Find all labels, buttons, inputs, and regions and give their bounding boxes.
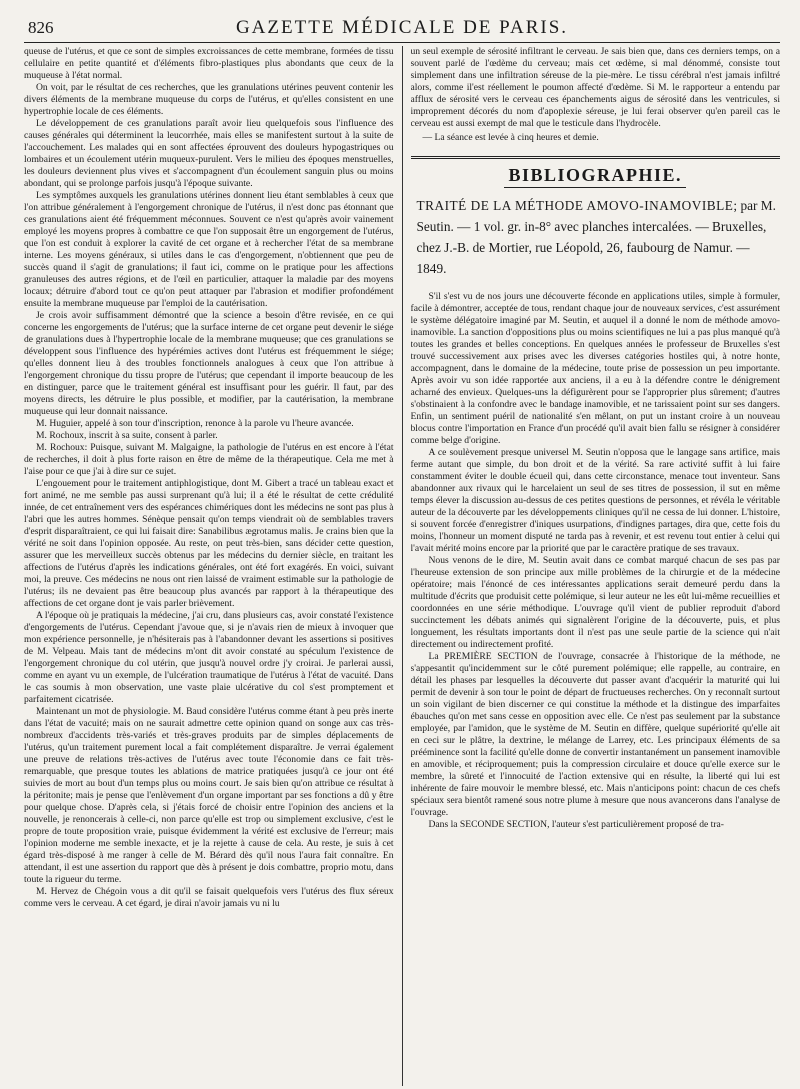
paragraph: Je crois avoir suffisamment démontré que la science a besoin d'être revisée, en ce qui concerne les engorgements de l'utérus; que la surface interne de cet organe peut devenir le siége de granulations dues à l'hypertrophie locale de la membrane muqueuse; que ces granulations se développent sous l'influence des hypérémies actives dont l'utérus est fréquemment le siége; qu'elles donnent lieu à des troubles fonctionnels analogues à ceux que l'on attribue à l'engorgement chronique du tissu propre de l'utérus; que cependant il importe beaucoup de les en distinguer, parce que le traitement général est insuffisant pour les guérir. Il faut, par des moyens directs, les détruire le plus possible, et modifier, par la cautérisation, la membrane muqueuse qui leur donnait naissance. xyxy=(24,310,394,417)
section-rule xyxy=(411,156,781,159)
paragraph: S'il s'est vu de nos jours une découverte féconde en applications utiles, simple à formuler, facile à démontrer, acceptée de tous, rendant chaque jour de nouveaux services, c'est assurément le système délégatoire imaginé par M. Seutin, et auquel il a donné le nom de méthode amovo-inamovible. La sanction d'oppositions plus ou moins scientifiques ne lui a pas plus manqué qu'à toutes les grandes et belles conceptions. En quelques années le professeur de Bruxelles s'est trouvé successivement aux prises avec les diverses catégories hostiles qui, à notre honte, accompagnent, dans le domaine de la médecine, toute prise de possession un peu importante. Après avoir vu son idée rapportée aux anciens, il a eu à la défendre contre le dénigrement acharné des envieux. Quelques-uns la défigurèrent pour se l'approprier plus sûrement; d'autres s'obstinaient à la confondre avec le bandage inamovible, et ne tarissaient point sur ses dangers. Enfin, un sentiment puéril de nationalité s'en mêlant, on put un instant croire à un nouveau blocus contre l'importation en France d'un procédé qu'il avait bien fallu se résigner à considérer comme belge d'origine. xyxy=(410,291,780,446)
book-entry xyxy=(411,195,781,279)
paragraph: Dans la SECONDE SECTION, l'auteur s'est particulièrement proposé de tra- xyxy=(428,819,724,830)
paragraph: Maintenant un mot de physiologie. M. Baud considère l'utérus comme étant à peu près inerte dans l'état de vacuité; mais on ne saurait admettre cette opinion quand on songe aux cas très-nombreux d'accidents très-variés et très-graves produits par de simples déplacements de l'utérus, qu'un traitement purement local a fait complétement disparaître. Je verrai également une preuve de relations très-actives de l'utérus avec toute l'économie dans ce fait très-remarquable, que presque toutes les ablations de matrice pratiquées jusqu'à ce jour ont été suivies de mort au bout d'un temps plus ou moins court. Je sais bien qu'on attribue ce résultat à la péritonite; mais je pense que l'enlèvement d'un organe important par ses fonctions a dû y être pour quelque chose. D'après cela, si j'étais forcé de choisir entre l'opinion des anciens et la nouvelle, je renoncerais à celle-ci, non parce qu'elle est trop ou simplement exclusive, c'est le propre de toute proposition vraie, puisque évidemment la vérité est exclusive de l'erreur; mais l'opinion moderne me semble inexacte, et je la rejette à cause de cela. Au reste, je suis à cet égard très-disposé à me ranger à celle de M. Bérard dès qu'il nous l'aura fait connaître. En attendant, il est une assertion du rapport que dès à présent je dois combattre, proprio motu, dans toute la rigueur du terme. xyxy=(24,706,394,885)
book-details: — 1 vol. gr. in-8° avec planches intercalées. — Bruxelles, chez J.-B. de Mortier, rue Léopold, 26, faubourg de Namur. — 1849. xyxy=(416,219,767,276)
paragraph: Nous venons de le dire, M. Seutin avait dans ce combat marqué chacun de ses pas par l'heureuse extension de son principe aux mille problèmes de la chirurgie et de la médecine opératoire; mais l'énoncé de ces intéressantes applications serait demeuré perdu dans la multitude d'écrits que produisit cette polémique, si leur auteur ne les eût lui-même recueillies et coordonnées en une série méthodique. L'ouvrage qu'il vient de publier reproduit d'abord succinctement les débats animés qui signalèrent l'origine de la découverte, puis, et plus longuement, les résultats importants dont il n'est pas une seule partie de la science qui n'ait directement ou indirectement profité. xyxy=(410,555,780,650)
paragraph: On voit, par le résultat de ces recherches, que les granulations utérines peuvent contenir les divers éléments de la membrane muqueuse du corps de l'utérus, et qu'elles consistent en une hypertrophie locale de ces éléments. xyxy=(24,82,394,117)
book-title: TRAITÉ DE LA MÉTHODE AMOVO-INAMOVIBLE xyxy=(416,198,734,213)
paragraph: M. Huguier, appelé à son tour d'inscription, renonce à la parole vu l'heure avancée. xyxy=(36,418,354,429)
review-body xyxy=(411,291,781,831)
journal-title: GAZETTE MÉDICALE DE PARIS. xyxy=(235,17,569,38)
continuation-paragraph: un seul exemple de sérosité infiltrant le cerveau. Je sais bien que, dans ces derniers temps, on a souvent parlé de l'œdème du cerveau; mais cet œdème, si mal dénommé, consiste tout simplement dans une infiltration séreuse de la pie-mère. Le tissu cérébral n'est jamais infiltré alors, comme il'est réellement le poumon affecté d'œdème. Si M. le rapporteur a entendu par afflux de sérosité vers le cerveau ces épanchements aigus de sérosité dans les ventricules, si improprement décorés du nom d'apoplexie séreuse, je lui ferai observer qu'en pareil cas le cerveau est aussi exempt de mal que le testicule dans l'hydrocèle. xyxy=(410,46,780,129)
two-column-body xyxy=(24,46,780,1086)
left-column xyxy=(24,46,394,1086)
header-rule xyxy=(24,42,780,43)
page-header xyxy=(24,14,780,40)
page-number: 826 xyxy=(28,18,54,37)
paragraph: A ce soulèvement presque universel M. Seutin n'opposa que le langage sans artifice, mais ferme autant que simple, du bon droit et de la vérité. Sa rare activité suffit à lui faire constamment éviter le double écueil qui, dans cette circonstance, menace tout inventeur. Sans abandonner aux rivaux qui le harcelaient un seul de ses titres de possession, il sut en même temps élever la discussion au-dessus de ces petites questions de personnes, et révéla le véritable auteur de la découverte par les développements cliniques qu'il ne cessa de lui donner. L'histoire, si souvent forcée d'enregistrer d'iniques usurpations, d'indignes partages, dira que, cette fois du moins, l'honneur un moment disputé ne tarda pas à revenir, et est revenu tout entier à celui qui l'avait mérité moins encore par la priorité que par le caractère pratique de ses travaux. xyxy=(410,447,780,554)
section-title xyxy=(411,165,781,185)
column-divider xyxy=(402,46,403,1086)
paragraph: M. Hervez de Chégoin vous a dit qu'il se faisait quelquefois vers l'utérus des flux séreux comme vers le cerveau. A cet égard, je dirai n'avoir jamais vu ni lu xyxy=(24,886,394,909)
paragraph: La PREMIÈRE SECTION de l'ouvrage, consacrée à l'historique de la méthode, ne s'appesantit qu'incidemment sur le côté purement polémique; elle rappelle, au contraire, en détail les phases par lesquelles la découverte dut passer avant d'acquérir la maturité qui lui permit de devenir à son tour le point de départ de fructueuses recherches. On y reconnaît surtout un soin vigilant de bien discerner ce qui constitue la méthode et la distingue des imparfaites ébauches qu'on met sans cesse en opposition avec elle. Ce n'est pas seulement par la substance employée, par l'amidon, que le système de M. Seutin en diffère, quelque supériorité qu'elle ait en ceci sur le plâtre, la dextrine, le mélange de Larrey, etc. Les principaux éléments de sa prééminence sont la facilité qu'elle donne de convertir instantanément un pansement inamovible en amovible, et réciproquement; puis la compression circulaire et douce qu'elle exerce sur le membre, la sûreté et l'innocuité de l'action extensive qui en résulte, la liberté qui lui est inhérente de faire mouvoir le membre blessé, etc. Mais n'anticipons point: chacun de ces chefs spéciaux sera bientôt ramené sous notre plume à mesure que nous avancerons dans l'analyse de l'ouvrage. xyxy=(410,651,780,818)
paragraph: queuse de l'utérus, et que ce sont de simples excroissances de cette membrane, formées de tissu cellulaire en petite quantité et d'éléments fibro-plastiques plus abondants que ceux de la muqueuse à l'état normal. xyxy=(24,46,394,81)
section-title-text: BIBLIOGRAPHIE. xyxy=(504,165,686,188)
paragraph: A l'époque où je pratiquais la médecine, j'ai cru, dans plusieurs cas, avoir constaté l'existence d'engorgements de l'utérus. Cependant j'avoue que, si je n'avais rien de mieux à invoquer que mon expérience personnelle, je n'hésiterais pas à l'abandonner devant les assertions si positives de M. Velpeau. Mais tant de médecins m'ont dit avoir constaté au spéculum l'existence de l'engorgement chronique du col utérin, que jusqu'à nouvel ordre j'y croirai. Je parlerai aussi, comme en ayant vu un exemple, de l'ulcération traumatique de l'utérus à l'état de vacuité. Dans le cas soumis à mon observation, une vaste plaie ulcérative du col s'est promptement et parfaitement cicatrisée. xyxy=(24,610,394,705)
book-author: ; par M. Seutin. xyxy=(416,198,776,234)
paragraph: M. Rochoux: Puisque, suivant M. Malgaigne, la pathologie de l'utérus en est encore à l'état de recherches, il doit à plus forte raison en être de même de la thérapeutique. Cela me met à l'aise pour ce que j'ai à dire sur ce sujet. xyxy=(24,442,394,477)
right-column xyxy=(411,46,781,1086)
paragraph: Le développement de ces granulations paraît avoir lieu quelquefois sous l'influence des causes générales qui déterminent la leucorrhée, mais elles se manifestent surtout à la suite de l'accouchement. Les malades qui en sont affectées éprouvent des douleurs hypogastriques ou lombaires et un écoulement utérin muqueux-purulent. Vers le milieu des époques menstruelles, les douleurs deviennent plus vives et s'accompagnent d'un écoulement sanguin plus ou moins abondant, qui se prolonge parfois jusqu'à l'époque suivante. xyxy=(24,118,394,189)
paragraph: M. Rochoux, inscrit à sa suite, consent à parler. xyxy=(36,430,218,441)
paragraph: L'engouement pour le traitement antiphlogistique, dont M. Gibert a tracé un tableau exact et fort animé, ne me semble pas aussi surprenant qu'à lui; il a été le résultat de cette crédulité innée, de cet entraînement vers des espérances chimériques dont les médecins ne sont pas plus à l'abri que les autres hommes. Sénèque pensait qu'on temps viendrait où de semblables travers d'esprit disparaîtraient, ce qui lui faisait dire: Sanabilibus ægrotamus malis. Je crains bien que la vérité ne soit dans l'opinion opposée. Au reste, on peut très-bien, sans décider cette question, assurer que les merveilleux succès obtenus par les médecins du dernier siècle, en traitant les affections de l'utérus d'après les indications générales, ont été fort exagérés. En voici, suivant moi, la preuve. Ces médecins ne nous ont rien laissé de vraiment estimable sur la pathologie de l'utérus; ils ne devaient pas être beaucoup plus avancés par rapport à la thérapeutique des affections de cet organe dont je vais parler brièvement. xyxy=(24,478,394,609)
session-end-note: — La séance est levée à cinq heures et demie. xyxy=(422,132,599,143)
paragraph: Les symptômes auxquels les granulations utérines donnent lieu étant semblables à ceux que l'on attribue généralement à l'engorgement chronique de l'utérus, il n'est donc pas étonnant que ces granulations aient été fréquemment méconnues. Souvent ce n'est qu'après avoir vainement employé les moyens propres à combattre ce que l'on supposait être un engorgement de l'utérus, que l'on est conduit à explorer la cavité de cet organe et à rechercher l'état de sa membrane interne. Les moyens généraux, si utiles dans le cas d'engorgement, n'obtiennent que peu de succès quand il s'agit de granulations; il faut ici, comme on le pratique pour les affections granuleuses des autres régions, et de l'œil en particulier, attaquer la maladie par des moyens locaux; détruire d'abord tout ce qu'on peut attaquer par l'abrasion et modifier profondément ensuite la membrane muqueuse par l'emploi de la cautérisation. xyxy=(24,190,394,309)
